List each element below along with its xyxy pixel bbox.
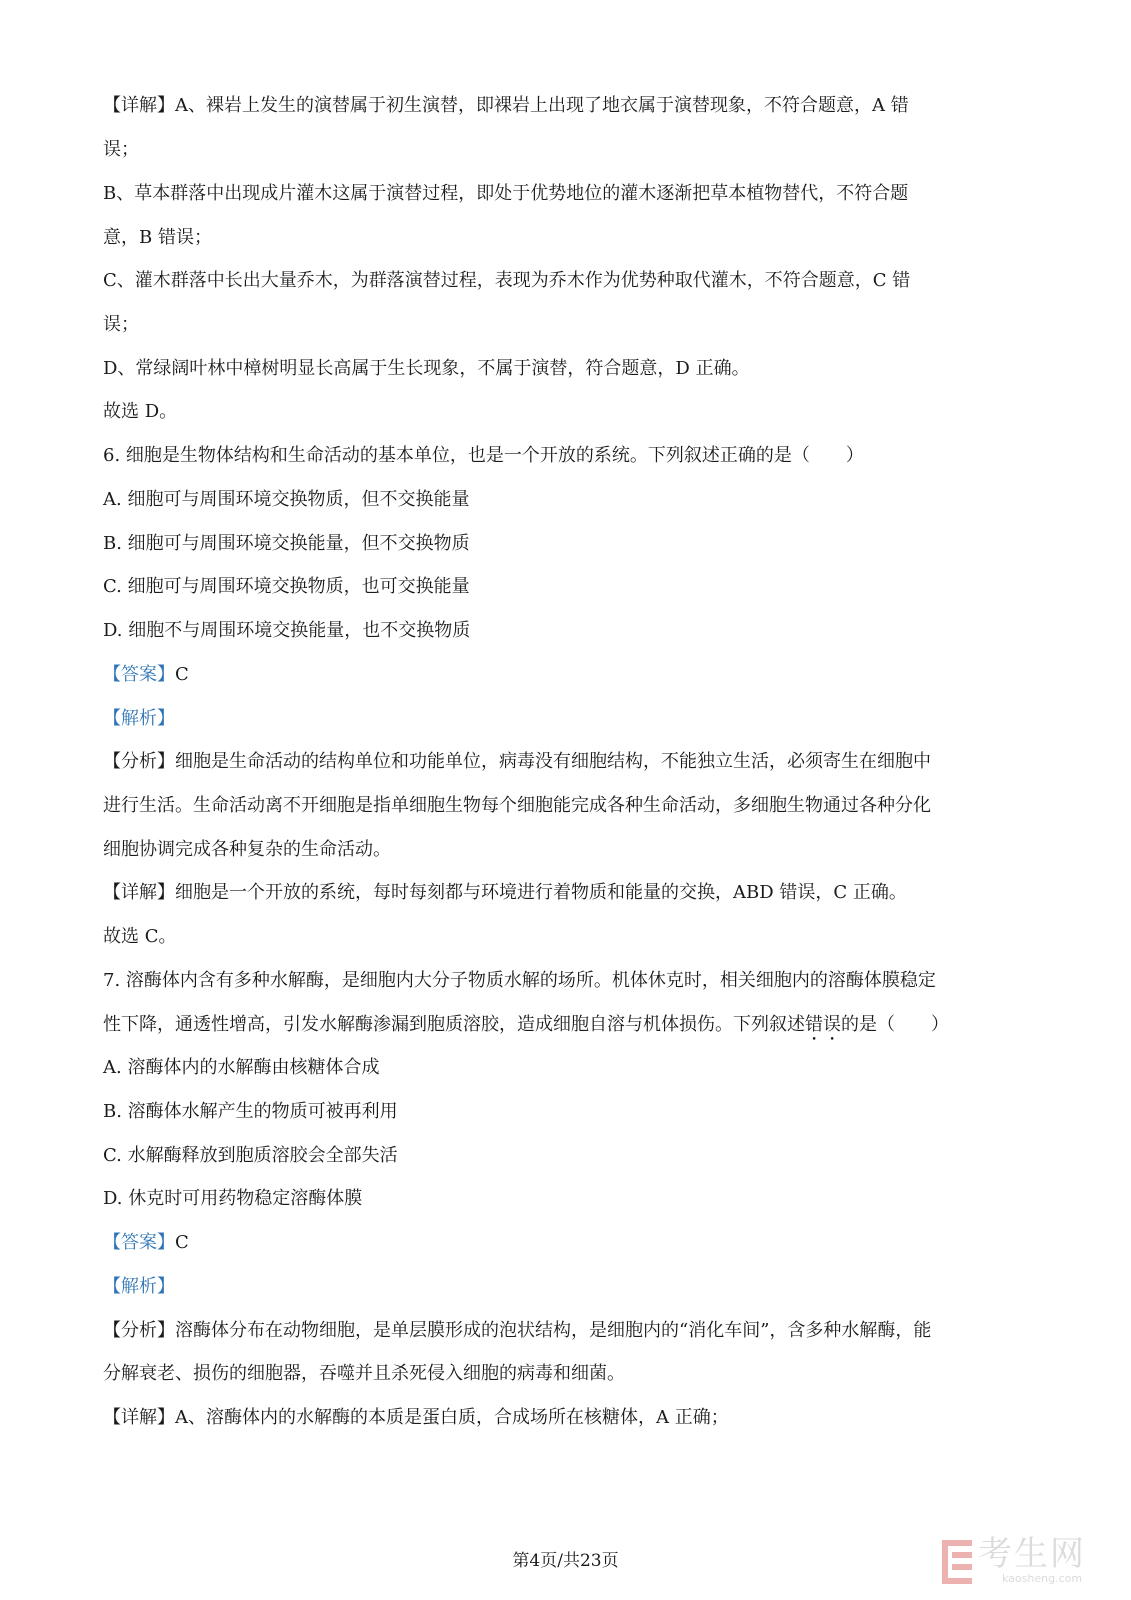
text-line: 误；	[103, 139, 139, 160]
option-d: D. 休克时可用药物稳定溶酶体膜	[103, 1188, 363, 1209]
conclusion-line: 故选 C。	[103, 926, 177, 947]
watermark-logo	[940, 1534, 1120, 1590]
answer-label: 【答案】	[103, 664, 175, 685]
option-b: B. 溶酶体水解产生的物质可被再利用	[103, 1101, 398, 1122]
text-line: 意，B 错误；	[103, 227, 212, 248]
answer-label: 【答案】	[103, 1232, 175, 1253]
explain-detail-q7: 【详解】A、溶酶体内的水解酶的本质是蛋白质，合成场所在核糖体，A 正确；	[103, 1407, 729, 1428]
text-line: B、草本群落中出现成片灌木这属于演替过程，即处于优势地位的灌木逐渐把草本植物替代，不符合题	[103, 183, 909, 204]
emphasis-word: 错误	[805, 1014, 841, 1035]
explain-detail-q6: 【详解】细胞是一个开放的系统，每时每刻都与环境进行着物质和能量的交换，ABD 错误，C 正确。	[103, 882, 907, 903]
watermark-url: kaosheng.com	[1002, 1572, 1083, 1585]
answer-line: 【答案】C	[103, 664, 189, 685]
analysis-line: 【分析】细胞是生命活动的结构单位和功能单位，病毒没有细胞结构，不能独立生活，必须寄生在细胞中	[103, 751, 931, 772]
watermark-text: 考生网	[978, 1534, 1086, 1574]
text-line: C、灌木群落中长出大量乔木，为群落演替过程，表现为乔木作为优势种取代灌木，不符合题意，C 错	[103, 270, 911, 291]
option-d: D. 细胞不与周围环境交换能量，也不交换物质	[103, 620, 471, 641]
analysis-label: 【解析】	[103, 708, 175, 729]
analysis-label: 【解析】	[103, 1276, 175, 1297]
option-a: A. 溶酶体内的水解酶由核糖体合成	[103, 1057, 380, 1078]
question-6-stem: 6. 细胞是生物体结构和生命活动的基本单位，也是一个开放的系统。下列叙述正确的是（ ）	[103, 445, 864, 466]
option-a: A. 细胞可与周围环境交换物质，但不交换能量	[103, 489, 470, 510]
explain-detail-q5: 【详解】A、裸岩上发生的演替属于初生演替，即裸岩上出现了地衣属于演替现象，不符合题意，A 错	[103, 95, 909, 116]
analysis-heading	[103, 1274, 175, 1300]
analysis-heading	[103, 706, 175, 732]
text-line: 进行生活。生命活动离不开细胞是指单细胞生物每个细胞能完成各种生命活动，多细胞生物通过各种分化	[103, 795, 931, 816]
question-7-stem-cont: 性下降，通透性增高，引发水解酶渗漏到胞质溶胶，造成细胞自溶与机体损伤。下列叙述错误的是（ ）	[103, 1014, 949, 1035]
option-c: C. 细胞可与周围环境交换物质，也可交换能量	[103, 576, 470, 597]
text-line: D、常绿阔叶林中樟树明显长高属于生长现象，不属于演替，符合题意，D 正确。	[103, 358, 750, 379]
option-c: C. 水解酶释放到胞质溶胶会全部失活	[103, 1145, 398, 1166]
page-footer: 第4页/共23页	[512, 1551, 619, 1571]
text-line: 细胞协调完成各种复杂的生命活动。	[103, 839, 391, 860]
question-7-stem: 7. 溶酶体内含有多种水解酶，是细胞内大分子物质水解的场所。机体休克时，相关细胞内的溶酶体膜稳定	[103, 970, 936, 991]
text-line: 误；	[103, 314, 139, 335]
answer-line: 【答案】C	[103, 1232, 189, 1253]
watermark-icon	[940, 1538, 974, 1586]
analysis-line: 【分析】溶酶体分布在动物细胞，是单层膜形成的泡状结构，是细胞内的“消化车间”，含多种水解酶，能	[103, 1320, 932, 1341]
option-b: B. 细胞可与周围环境交换能量，但不交换物质	[103, 533, 470, 554]
text-line: 分解衰老、损伤的细胞器，吞噬并且杀死侵入细胞的病毒和细菌。	[103, 1363, 625, 1384]
conclusion-line: 故选 D。	[103, 401, 178, 422]
